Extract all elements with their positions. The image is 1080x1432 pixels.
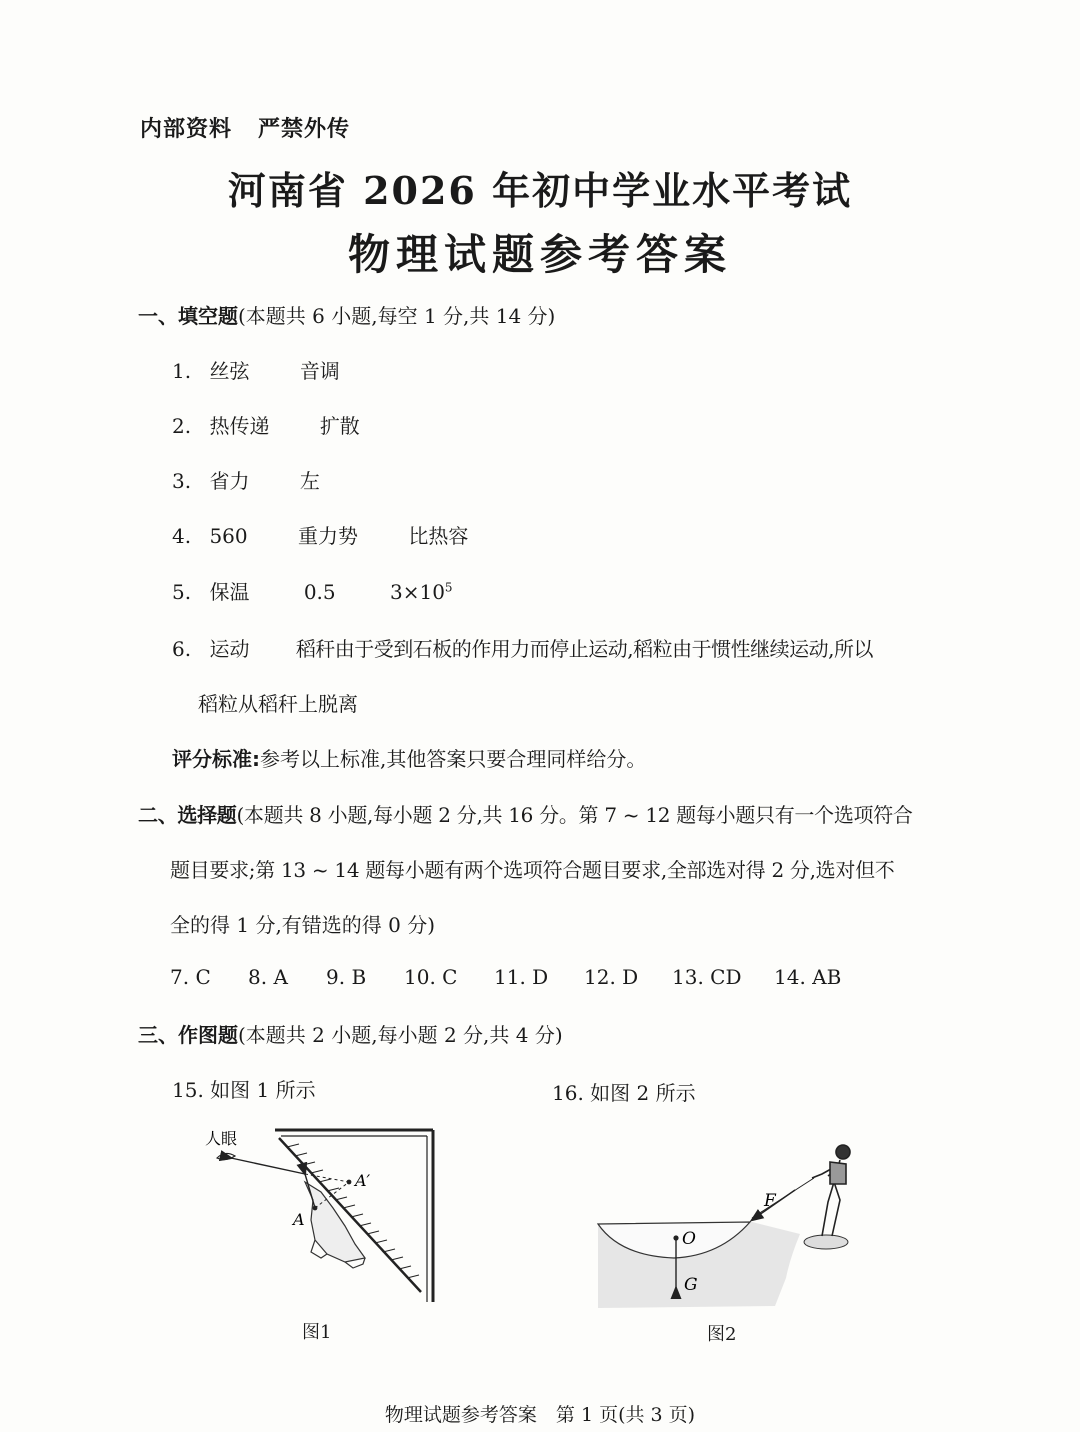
answer-item-4 [172,520,468,549]
section2-heading-row [138,799,913,828]
skier-figure [812,1145,850,1236]
item-number: 5. [172,580,192,604]
question-15-label: 15. 如图 1 所示 [172,1078,316,1102]
item-number: 3. [172,469,192,493]
grading-standard [172,743,646,772]
answer-value: 热传递 [209,414,270,438]
choice-answer: 8. A [248,965,288,989]
label-g: G [684,1275,698,1295]
answer-value: 560 [209,524,248,548]
answer-value: 左 [299,469,320,493]
choice-answer: 12. D [584,965,639,989]
choice-answer: 10. C [404,965,458,989]
answer-item-5 [172,576,453,605]
choice-answer: 13. CD [672,965,742,989]
exam-title: 河南省 2026 年初中学业水平考试 [227,168,853,213]
point-a-prime-label: A′ [355,1171,371,1190]
section2-note: (本题共 8 小题,每小题 2 分,共 16 分。第 7 ~ 12 题每小题只有一个选项符合 [236,803,913,827]
item-number: 1. [172,359,192,383]
answer-item-6 [172,633,873,662]
figure-2-waterski-diagram [590,1138,880,1318]
answer-value: 音调 [299,359,340,383]
label-o: O [682,1229,696,1249]
answer-value: 丝弦 [209,359,250,383]
answer-value: 运动 [209,637,250,661]
item-number: 2. [172,414,192,438]
answer-value: 重力势 [298,524,358,548]
ski-board [804,1235,848,1249]
item-number: 4. [172,524,192,548]
label-f: F [764,1191,776,1211]
choice-answer: 11. D [494,965,549,989]
answer-item-2 [172,410,360,439]
point-o [673,1235,678,1240]
answer-value: 0.5 [303,580,336,604]
choice-answer: 7. C [170,965,211,989]
figure-2-caption: 图2 [707,1324,737,1345]
answer-value: 3×10 [389,580,445,604]
answer-item-3 [172,465,320,494]
page-footer: 物理试题参考答案 第 1 页(共 3 页) [384,1404,696,1426]
answer-title: 物理试题参考答案 [347,230,732,279]
figure-1-mirror-diagram [195,1120,445,1320]
section2-heading: 二、选择题 [138,803,237,827]
point-a-prime [347,1180,352,1185]
section1-note: (本题共 6 小题,每空 1 分,共 14 分) [238,304,556,328]
answer-item-6-continuation: 稻粒从稻秆上脱离 [198,692,358,716]
grading-label: 评分标准: [172,747,260,771]
section2-note-line3: 全的得 1 分,有错选的得 0 分) [170,913,436,937]
section3-note: (本题共 2 小题,每小题 2 分,共 4 分) [238,1023,563,1047]
person-silhouette [305,1182,365,1268]
grading-text: 参考以上标准,其他答案只要合理同样给分。 [260,747,647,771]
answer-value: 扩散 [319,414,360,438]
choice-answer: 14. AB [774,965,842,989]
answer-value: 省力 [209,469,250,493]
figure-1-caption: 图1 [302,1322,332,1343]
point-a-label: A [293,1210,305,1229]
confidential-label-2: 严禁外传 [258,117,351,142]
section2-note-line2: 题目要求;第 13 ~ 14 题每小题有两个选项符合题目要求,全部选对得 2 分,选对但不 [170,858,895,882]
choice-answers [170,965,841,989]
choice-answer: 9. B [326,965,367,989]
item-number: 6. [172,637,192,661]
section1-heading-row [138,300,555,329]
question-16-label: 16. 如图 2 所示 [552,1081,696,1105]
answer-value: 保温 [209,580,250,604]
confidential-notice [140,112,350,143]
answer-explanation: 稻秆由于受到石板的作用力而停止运动,稻粒由于惯性继续运动,所以 [295,637,874,661]
point-a [313,1206,318,1211]
virtual-ray [305,1174,349,1182]
section1-heading: 一、填空题 [138,304,238,328]
answer-value: 比热容 [408,524,469,548]
answer-item-1 [172,355,340,384]
section3-heading-row [138,1019,563,1048]
exponent: 5 [444,580,453,595]
confidential-label-1: 内部资料 [140,117,233,142]
section3-heading: 三、作图题 [138,1023,238,1047]
reflected-ray [231,1158,305,1174]
eye-label: 人眼 [205,1129,238,1148]
